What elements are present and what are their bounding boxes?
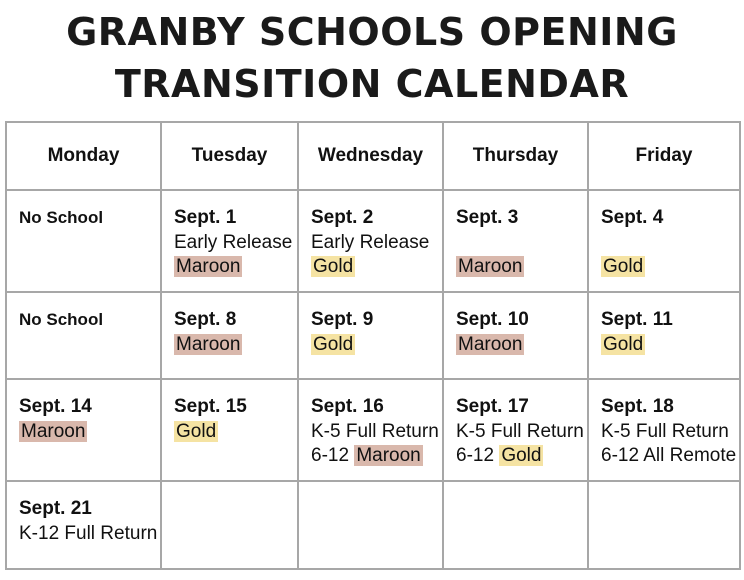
week-row — [6, 190, 740, 292]
calendar-cell — [298, 292, 443, 379]
gold-label: Gold — [603, 256, 644, 277]
week-row — [6, 292, 740, 379]
maroon-label: Maroon — [458, 256, 523, 277]
no-school-note: No School — [19, 310, 104, 329]
cell-date: Sept. 21 — [19, 498, 92, 519]
gold-label: Gold — [501, 445, 542, 466]
cell-note: K-5 Full Return — [456, 420, 584, 442]
empty-cell — [588, 481, 740, 569]
week-row — [6, 379, 740, 481]
calendar-cell — [443, 190, 588, 292]
cell-note: K-12 Full Return — [19, 522, 158, 544]
header-tuesday: Tuesday — [161, 122, 298, 190]
cell-note-2: 6-12 All Remote — [601, 445, 737, 466]
calendar-cell — [6, 379, 161, 481]
cell-date: Sept. 10 — [456, 309, 529, 330]
calendar-cell — [161, 379, 298, 481]
cell-note: Early Release — [311, 231, 430, 253]
cell-date: Sept. 2 — [311, 207, 374, 228]
header-wednesday: Wednesday — [298, 122, 443, 190]
header-thursday: Thursday — [443, 122, 588, 190]
maroon-label: Maroon — [21, 420, 86, 442]
calendar-cell — [6, 292, 161, 379]
no-school-note: No School — [19, 208, 104, 227]
maroon-label: Maroon — [176, 256, 241, 277]
gold-label: Gold — [313, 256, 354, 277]
maroon-label: Maroon — [458, 333, 523, 355]
cell-note: Early Release — [174, 231, 293, 253]
calendar-cell — [588, 292, 740, 379]
empty-cell — [443, 481, 588, 569]
empty-cell — [161, 481, 298, 569]
gold-label: Gold — [176, 420, 217, 442]
cell-note: K-5 Full Return — [311, 420, 439, 442]
calendar-cell — [6, 481, 161, 569]
calendar-cell — [298, 190, 443, 292]
title-line-1: GRANBY SCHOOLS OPENING — [66, 10, 678, 54]
cell-note: K-5 Full Return — [601, 420, 729, 442]
cell-date: Sept. 18 — [601, 396, 674, 417]
grade-prefix: 6-12 — [311, 445, 350, 466]
calendar-cell — [588, 379, 740, 481]
header-friday: Friday — [588, 122, 740, 190]
cell-date: Sept. 14 — [19, 396, 92, 417]
cell-date: Sept. 8 — [174, 309, 237, 330]
title-line-2: TRANSITION CALENDAR — [114, 62, 630, 106]
header-monday: Monday — [6, 122, 161, 190]
gold-label: Gold — [603, 333, 644, 355]
cell-date: Sept. 3 — [456, 207, 519, 228]
maroon-label: Maroon — [176, 333, 241, 355]
header-row — [6, 122, 740, 190]
cell-date: Sept. 1 — [174, 207, 237, 228]
empty-cell — [298, 481, 443, 569]
page-title — [0, 6, 744, 110]
calendar-cell — [161, 292, 298, 379]
calendar-cell — [588, 190, 740, 292]
cell-date: Sept. 16 — [311, 396, 384, 417]
calendar-cell — [443, 379, 588, 481]
grade-prefix: 6-12 — [456, 445, 495, 466]
cell-date: Sept. 17 — [456, 396, 529, 417]
calendar-cell — [6, 190, 161, 292]
calendar-cell — [161, 190, 298, 292]
calendar-cell — [443, 292, 588, 379]
cell-date: Sept. 9 — [311, 309, 374, 330]
calendar-cell — [298, 379, 443, 481]
transition-calendar-table — [5, 121, 741, 570]
cell-date: Sept. 15 — [174, 396, 247, 417]
gold-label: Gold — [313, 333, 354, 355]
cell-date: Sept. 4 — [601, 207, 664, 228]
maroon-label: Maroon — [356, 445, 421, 466]
week-row — [6, 481, 740, 569]
cell-date: Sept. 11 — [601, 309, 673, 330]
